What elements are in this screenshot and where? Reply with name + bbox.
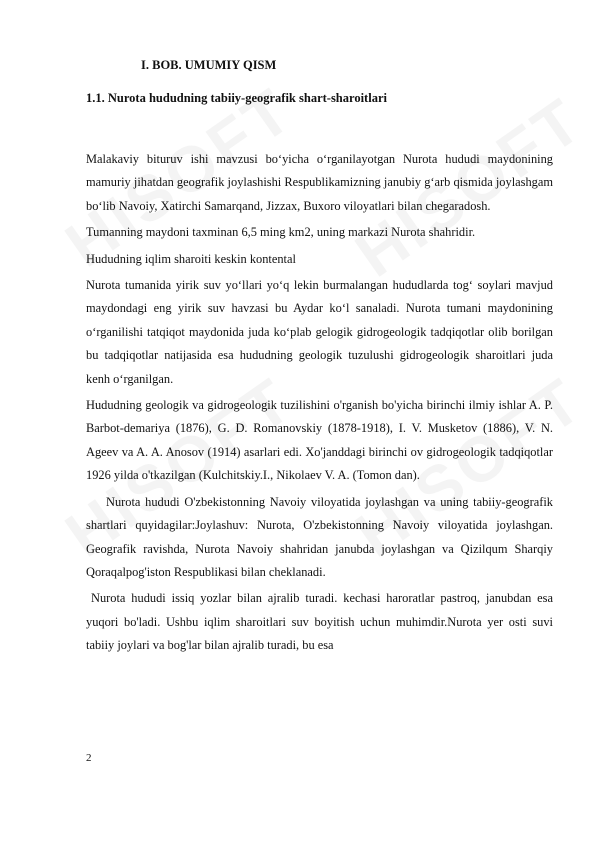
paragraph: Malakaviy bituruv ishi mavzusi bo‘yicha o‘rganilayotgan Nurota hududi maydonining mamuriy jihatdan geografik joylashishi Respublikamizning janubiy g‘arb qismida joylashgam bo‘lib Navoiy, Xatirchi Samarqand, Jizzax, Buxoro viloyatlari bilan chegaradosh. [86,152,553,213]
chapter-title: I. BOB. UMUMIY QISM [141,58,277,72]
paragraph: Nurota hududi O'zbekistonning Navoiy viloyatida joylashgan va uning tabiiy-geografik shartlari quyidagilar:Joylashuv: Nurota, O'zbekistonning Navoiy viloyatida joylashgan. Geografik ravishda, Nurota Navoiy shahridan janubda joylashgan va Qizilqum Sharqiy Qoraqalpog'iston Respublikasi bilan cheklanadi. [86,494,553,579]
page-number: 2 [86,752,92,764]
paragraph: Nurota tumanida yirik suv yo‘llari yo‘q lekin burmalangan hududlarda tog‘ soylari mavjud maydondagi eng yirik suv havzasi bu Aydar ko‘l sanaladi. Nurota tumani maydonining o‘rganilishi tatqiqot maydonida juda ko‘plab gelogik gidrogeologik tadqiqotlar olib borilgan bu tadqiqotlar natijasida esa hududning geologik tuzulushi gidrogeologik sharoitlari juda kenh o‘rganilgan. [86,278,553,386]
paragraph: Nurota hududi issiq yozlar bilan ajralib turadi. kechasi haroratlar pastroq, janubdan esa yuqori bo'ladi. Ushbu iqlim sharoitlari suv boyitish uchun muhimdir.Nurota yer osti suvi tabiiy joylari va bog'lar bilan ajralib turadi, bu esa [86,591,553,653]
document-body [86,148,553,661]
section-title: 1.1. Nurota hududning tabiiy-geografik shart-sharoitlari [86,91,387,105]
paragraph: Hududning geologik va gidrogeologik tuzilishini o'rganish bo'yicha birinchi ilmiy ishlar A. P. Barbot-demariya (1876), G. D. Romanovskiy (1878-1918), I. V. Musketov (1886), V. N. Ageev va A. A. Anosov (1914) asarlari edi. Xo'janddagi birinchi ov gidrogeologik tadqiqotlar 1926 yilda o'tkazilgan (Kulchitskiy.I., Nikolaev V. A. (Tomon dan). [86,398,553,483]
paragraph: Hududning iqlim sharoiti keskin kontental [86,251,296,266]
paragraph: Tumanning maydoni taxminan 6,5 ming km2, uning markazi Nurota shahridir. [86,225,476,240]
